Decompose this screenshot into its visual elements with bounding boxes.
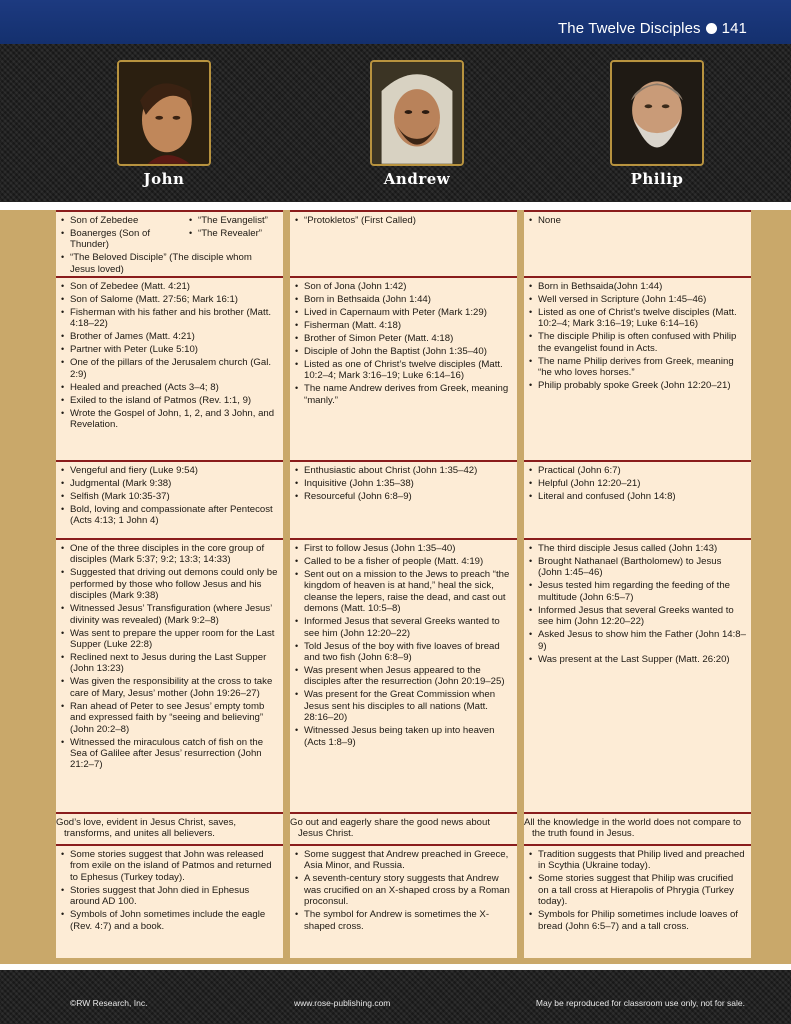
disciple-name-john: John (143, 170, 185, 188)
andrew-lesson-cell (290, 812, 517, 844)
banner-divider (0, 202, 791, 210)
page-title: The Twelve Disciples (558, 20, 701, 37)
disciple-name-andrew: Andrew (383, 170, 451, 188)
list-item: • Informed Jesus that several Greeks wanted to see him (John 12:20–22) (295, 616, 512, 639)
andrew-names-cell (290, 210, 517, 276)
disciple-name-philip: Philip (630, 170, 684, 188)
list-item: • The symbol for Andrew is sometimes the X-shaped cross. (295, 909, 512, 932)
list-item: • Was present at the Last Supper (Matt. 26:20) (529, 654, 746, 665)
list-item: • Some stories suggest that John was released from exile on the island of Patmos and returned to Ephesus (Turkey today). (61, 849, 278, 883)
list-item: • Philip probably spoke Greek (John 12:20–21) (529, 380, 746, 391)
john-lesson-cell (56, 812, 283, 844)
list-item: • Was present when Jesus appeared to the disciples after the resurrection (John 20:19–25) (295, 665, 512, 688)
list-item: • One of the pillars of the Jerusalem church (Gal. 2:9) (61, 357, 278, 380)
page-header (558, 20, 747, 37)
list-item: • Reclined next to Jesus during the Last Supper (John 13:23) (61, 652, 278, 675)
list-item: • Sent out on a mission to the Jews to preach “the kingdom of heaven is at hand,” heal the sick, cleanse the lepers, raise the dead, and cast out demons (Matt. 10:5–8) (295, 569, 512, 615)
list-item: • Called to be a fisher of people (Matt. 4:19) (295, 556, 512, 567)
list-item: • Literal and confused (John 14:8) (529, 491, 746, 502)
list-item: • Jesus tested him regarding the feeding of the multitude (John 6:5–7) (529, 580, 746, 603)
footer-website: www.rose-publishing.com (294, 998, 391, 1008)
john-names-right (189, 215, 268, 252)
list-item: • The name Andrew derives from Greek, meaning “manly.” (295, 383, 512, 406)
list-item: • The disciple Philip is often confused with Philip the evangelist found in Acts. (529, 331, 746, 354)
john-portrait (117, 60, 211, 166)
list-item: • Asked Jesus to show him the Father (John 14:8–9) (529, 629, 746, 652)
list-item: • Son of Salome (Matt. 27:56; Mark 16:1) (61, 294, 278, 305)
list-item: • Helpful (John 12:20–21) (529, 478, 746, 489)
list-item: • First to follow Jesus (John 1:35–40) (295, 543, 512, 554)
list-item: • Was given the responsibility at the cross to take care of Mary, Jesus’ mother (John 19:26–27) (61, 676, 278, 699)
list-item: • Son of Zebedee (Matt. 4:21) (61, 281, 278, 292)
list-item: • The name Philip derives from Greek, meaning “he who loves horses.” (529, 356, 746, 379)
list-item: • Partner with Peter (Luke 5:10) (61, 344, 278, 355)
list-item: • Symbols for Philip sometimes include loaves of bread (John 6:5–7) and a tall cross. (529, 909, 746, 932)
list-item: • Tradition suggests that Philip lived and preached in Scythia (Ukraine today). (529, 849, 746, 872)
list-item: • Well versed in Scripture (John 1:45–46) (529, 294, 746, 305)
list-item: • Bold, loving and compassionate after Pentecost (Acts 4:13; 1 John 4) (61, 504, 278, 527)
list-item: • Son of Zebedee (61, 215, 189, 226)
andrew-character-cell (290, 460, 517, 538)
lesson-text: All the knowledge in the world does not compare to the truth found in Jesus. (524, 817, 742, 840)
list-item: • Exiled to the island of Patmos (Rev. 1:1, 9) (61, 395, 278, 406)
list-item: • Suggested that driving out demons could only be performed by those who follow Jesus and his disciples (Mark 9:38) (61, 567, 278, 601)
list-item: • Resourceful (John 6:8–9) (295, 491, 512, 502)
list-item: • Witnessed Jesus’ Transfiguration (where Jesus’ divinity was revealed) (Mark 9:2–8) (61, 603, 278, 626)
john-legacy-cell (56, 844, 283, 958)
footer-copyright: ©RW Research, Inc. (70, 998, 148, 1008)
list-item: • Fisherman with his father and his brother (Matt. 4:18–22) (61, 307, 278, 330)
list-item: • Vengeful and fiery (Luke 9:54) (61, 465, 278, 476)
list-item: • One of the three disciples in the core group of disciples (Mark 5:37; 9:2; 13:3; 14:33) (61, 543, 278, 566)
list-item: • Brother of James (Matt. 4:21) (61, 331, 278, 342)
list-item: • Lived in Capernaum with Peter (Mark 1:29) (295, 307, 512, 318)
disciples-table (56, 210, 744, 958)
list-item: • Disciple of John the Baptist (John 1:35–40) (295, 346, 512, 357)
list-item: • Boanerges (Son of Thunder) (61, 228, 189, 251)
list-item: • Born in Bethsaida (John 1:44) (295, 294, 512, 305)
footer-notice: May be reproduced for classroom use only, not for sale. (535, 998, 745, 1008)
list-item: • Was sent to prepare the upper room for the Last Supper (Luke 22:8) (61, 628, 278, 651)
list-item: • Witnessed the miraculous catch of fish on the Sea of Galilee after Jesus’ resurrection (John 21:2–7) (61, 737, 278, 771)
list-item: • Selfish (Mark 10:35-37) (61, 491, 278, 502)
john-character-cell (56, 460, 283, 538)
list-item: • “Protokletos” (First Called) (295, 215, 512, 226)
list-item: • Ran ahead of Peter to see Jesus’ empty tomb and expressed faith by “seeing and believing” (John 20:2–8) (61, 701, 278, 735)
john-background-cell (56, 276, 283, 460)
list-item: • Practical (John 6:7) (529, 465, 746, 476)
list-item: • Listed as one of Christ’s twelve disciples (Matt. 10:2–4; Mark 3:16–19; Luke 6:14–16) (529, 307, 746, 330)
list-item: • Son of Jona (John 1:42) (295, 281, 512, 292)
list-item: • Symbols of John sometimes include the eagle (Rev. 4:7) and a book. (61, 909, 278, 932)
john-names-left (61, 215, 189, 252)
andrew-legacy-cell (290, 844, 517, 958)
list-item: • Some stories suggest that Philip was crucified on a tall cross at Hierapolis of Phrygia (Turkey today). (529, 873, 746, 907)
philip-events-cell (524, 538, 751, 812)
lesson-text: Go out and eagerly share the good news about Jesus Christ. (290, 817, 491, 840)
list-item: • “The Beloved Disciple” (The disciple whom Jesus loved) (61, 252, 278, 275)
john-names-cell (56, 210, 283, 276)
list-item: • Born in Bethsaida(John 1:44) (529, 281, 746, 292)
list-item: • The third disciple Jesus called (John 1:43) (529, 543, 746, 554)
list-item: • Witnessed Jesus being taken up into heaven (Acts 1:8–9) (295, 725, 512, 748)
list-item: • Brought Nathanael (Bartholomew) to Jesus (John 1:45–46) (529, 556, 746, 579)
bullet-dot-icon (706, 23, 717, 34)
page-footer (0, 964, 791, 1024)
list-item: • Healed and preached (Acts 3–4; 8) (61, 382, 278, 393)
list-item: • Stories suggest that John died in Ephesus around AD 100. (61, 885, 278, 908)
list-item: • “The Revealer” (189, 228, 268, 239)
list-item: • Some suggest that Andrew preached in Greece, Asia Minor, and Russia. (295, 849, 512, 872)
list-item: • Told Jesus of the boy with five loaves of bread and two fish (John 6:8–9) (295, 641, 512, 664)
list-item: • Judgmental (Mark 9:38) (61, 478, 278, 489)
header-bar (0, 0, 791, 44)
philip-background-cell (524, 276, 751, 460)
list-item: • Inquisitive (John 1:35–38) (295, 478, 512, 489)
john-events-cell (56, 538, 283, 812)
philip-portrait-image (612, 62, 702, 164)
philip-portrait (610, 60, 704, 166)
andrew-background-cell (290, 276, 517, 460)
list-item: • Listed as one of Christ’s twelve disciples (Matt. 10:2–4; Mark 3:16–19; Luke 6:14–16) (295, 359, 512, 382)
philip-legacy-cell (524, 844, 751, 958)
list-item: • Brother of Simon Peter (Matt. 4:18) (295, 333, 512, 344)
andrew-events-cell (290, 538, 517, 812)
list-item: • Enthusiastic about Christ (John 1:35–42) (295, 465, 512, 476)
list-item: • Wrote the Gospel of John, 1, 2, and 3 John, and Revelation. (61, 408, 278, 431)
philip-lesson-cell (524, 812, 751, 844)
list-item: • A seventh-century story suggests that Andrew was crucified on an X-shaped cross by a Roman proconsul. (295, 873, 512, 907)
lesson-text: God’s love, evident in Jesus Christ, saves, transforms, and unites all believers. (56, 817, 237, 840)
philip-character-cell (524, 460, 751, 538)
list-item: • Was present for the Great Commission when Jesus sent his disciples to all nations (Matt. 28:16–20) (295, 689, 512, 723)
page-number: 141 (721, 20, 747, 37)
andrew-portrait (370, 60, 464, 166)
list-item: • Informed Jesus that several Greeks wanted to see him (John 12:20–22) (529, 605, 746, 628)
list-item: • “The Evangelist” (189, 215, 268, 226)
list-item: • Fisherman (Matt. 4:18) (295, 320, 512, 331)
philip-names-cell (524, 210, 751, 276)
andrew-portrait-image (372, 62, 462, 164)
john-portrait-image (119, 62, 209, 164)
list-item: • None (529, 215, 746, 226)
